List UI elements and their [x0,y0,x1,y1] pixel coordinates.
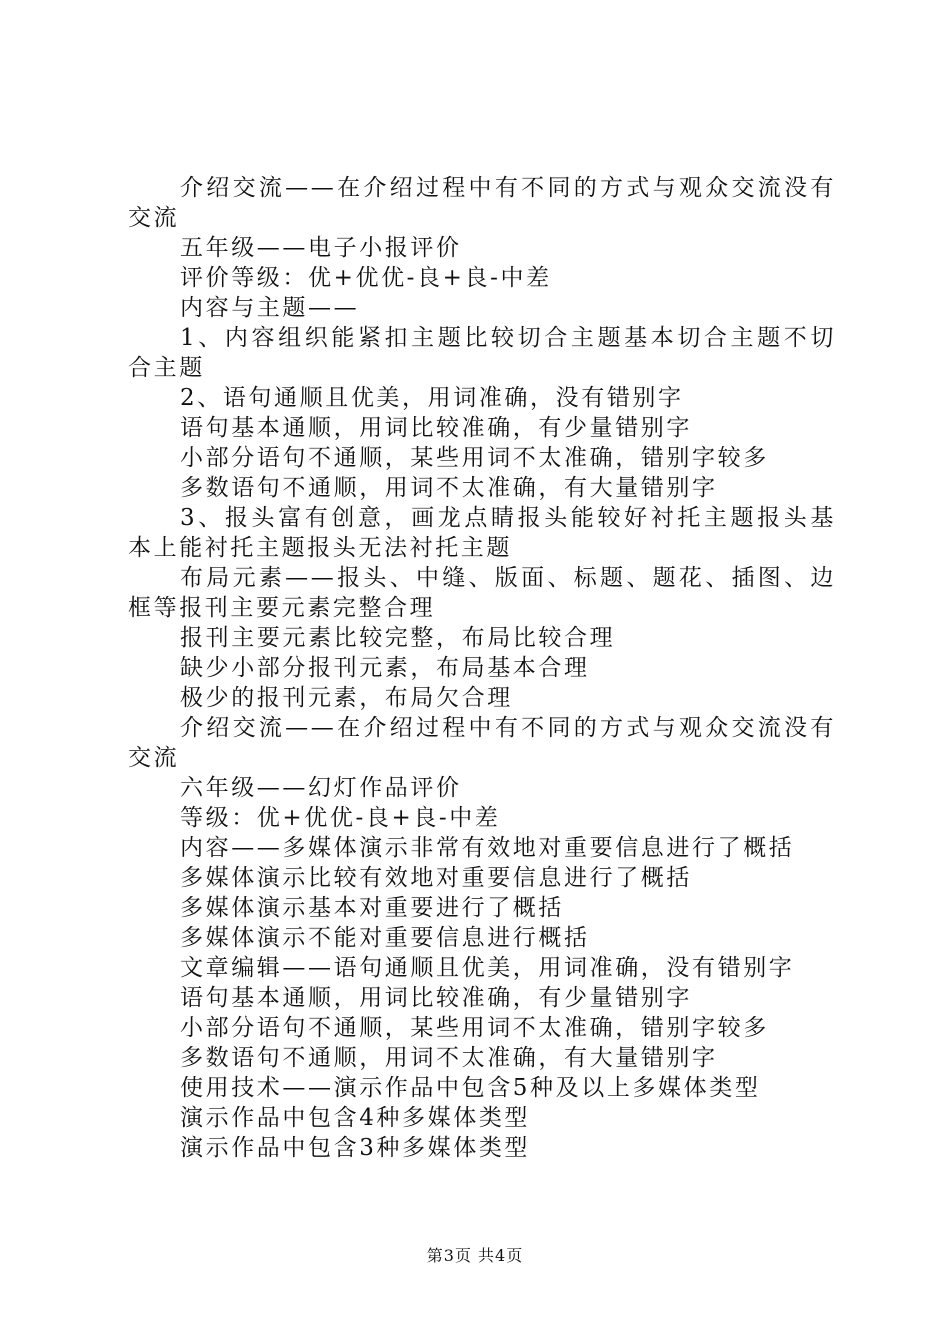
paragraph: 语句基本通顺，用词比较准确，有少量错别字 [180,415,692,441]
paragraph: 评价等级：优+优优-良+良-中差 [180,265,552,291]
paragraph: 多媒体演示基本对重要进行了概括 [180,895,564,921]
paragraph: 介绍交流——在介绍过程中有不同的方式与观众交流没有交流 [128,175,836,231]
paragraph: 3、报头富有创意，画龙点睛报头能较好衬托主题报头基本上能衬托主题报头无法衬托主题 [128,505,836,561]
paragraph: 小部分语句不通顺，某些用词不太准确，错别字较多 [180,445,769,471]
page-number-footer: 第3页 共4页 [426,1246,524,1265]
paragraph: 多媒体演示不能对重要信息进行概括 [180,925,590,951]
paragraph: 缺少小部分报刊元素，布局基本合理 [180,655,590,681]
paragraph: 五年级——电子小报评价 [180,235,462,261]
paragraph: 介绍交流——在介绍过程中有不同的方式与观众交流没有交流 [128,715,836,771]
paragraph: 文章编辑——语句通顺且优美，用词准确，没有错别字 [180,955,795,981]
paragraph: 布局元素——报头、中缝、版面、标题、题花、插图、边框等报刊主要元素完整合理 [128,565,836,621]
paragraph: 报刊主要元素比较完整，布局比较合理 [180,625,616,651]
paragraph: 小部分语句不通顺，某些用词不太准确，错别字较多 [180,1015,769,1041]
paragraph: 极少的报刊元素，布局欠合理 [180,685,513,711]
paragraph: 1、内容组织能紧扣主题比较切合主题基本切合主题不切合主题 [128,325,836,381]
paragraph: 六年级——幻灯作品评价 [180,775,462,801]
document-body [128,173,836,1163]
paragraph: 多媒体演示比较有效地对重要信息进行了概括 [180,865,692,891]
paragraph: 内容与主题—— [180,295,360,321]
paragraph: 演示作品中包含3种多媒体类型 [180,1135,531,1161]
paragraph: 2、语句通顺且优美，用词准确，没有错别字 [180,385,684,411]
paragraph: 使用技术——演示作品中包含5种及以上多媒体类型 [180,1075,761,1101]
paragraph: 多数语句不通顺，用词不太准确，有大量错别字 [180,475,718,501]
paragraph: 演示作品中包含4种多媒体类型 [180,1105,531,1131]
paragraph: 语句基本通顺，用词比较准确，有少量错别字 [180,985,692,1011]
paragraph: 多数语句不通顺，用词不太准确，有大量错别字 [180,1045,718,1071]
paragraph: 等级：优+优优-良+良-中差 [180,805,501,831]
paragraph: 内容——多媒体演示非常有效地对重要信息进行了概括 [180,835,795,861]
